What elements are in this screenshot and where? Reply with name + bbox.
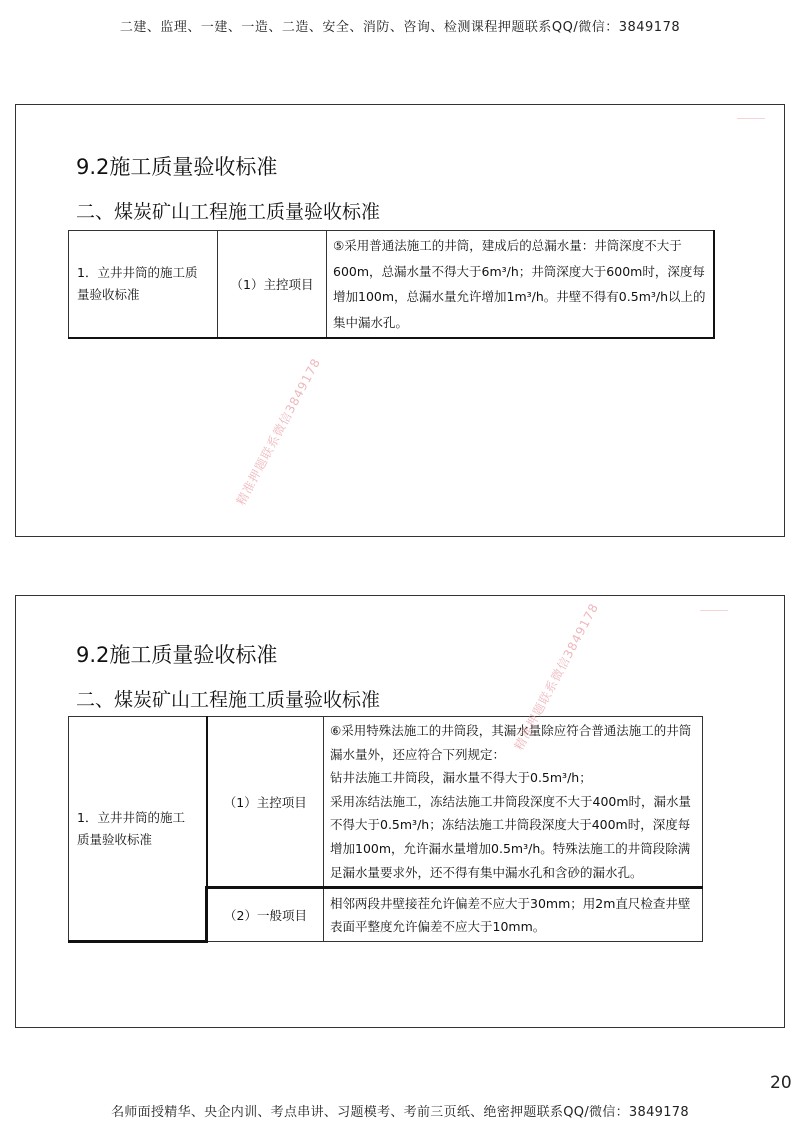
category-cell: 1．立井井筒的施工质量验收标准 [69,231,218,339]
slide-title: 9.2施工质量验收标准 [76,155,278,179]
requirement-line: 钻井法施工井筒段，漏水量不得大于0.5m³/h； [330,770,592,786]
item-type-cell: （1）主控项目 [207,717,324,888]
requirement-cell: ⑤采用普通法施工的井筒，建成后的总漏水量：井筒深度不大于600m，总漏水量不得大于6m³/h；井筒深度大于600m时，深度每增加100m，总漏水量允许增加1m³/h。井壁不得有0.5m³/h以上的集中漏水孔。 [327,231,715,339]
slide-2 [15,595,785,1028]
table-row [69,231,715,339]
slide-1 [15,104,785,537]
item-type-cell: （1）主控项目 [218,231,327,339]
slide-subtitle: 二、煤炭矿山工程施工质量验收标准 [76,201,381,223]
standards-table [68,230,715,339]
category-cell: 1．立井井筒的施工质量验收标准 [69,717,207,942]
requirement-line: ⑥采用特殊法施工的井筒段，其漏水量除应符合普通法施工的井筒漏水量外，还应符合下列规定： [330,723,692,762]
slide-title: 9.2施工质量验收标准 [76,643,278,667]
slide-subtitle: 二、煤炭矿山工程施工质量验收标准 [76,689,381,711]
watermark: 精准押题联系微信3849178 [233,355,324,508]
page-footer-text: 名师面授精华、央企内训、考点串讲、习题模考、考前三页纸、绝密押题联系QQ/微信：3849178 [111,1105,689,1120]
standards-table [68,716,703,943]
watermark-decoration [737,118,765,129]
page-number: 20 [770,1073,792,1093]
table-row [69,717,703,888]
watermark-decoration [700,610,728,621]
item-type-cell: （2）一般项目 [207,888,324,942]
page-header-text: 二建、监理、一建、一造、二造、安全、消防、咨询、检测课程押题联系QQ/微信：3849178 [119,20,681,35]
watermark: 精准押题联系微信3849178 [511,600,602,753]
requirement-line: 采用冻结法施工，冻结法施工井筒段深度不大于400m时，漏水量不得大于0.5m³/h；冻结法施工井筒段深度大于400m时，深度每增加100m，允许漏水量增加0.5m³/h。特殊法施工的井筒段除满足漏水量要求外，还不得有集中漏水孔和含砂的漏水孔。 [330,793,692,880]
requirement-cell: 相邻两段井壁接茬允许偏差不应大于30mm；用2m直尺检查井壁表面平整度允许偏差不应大于10mm。 [324,888,703,942]
